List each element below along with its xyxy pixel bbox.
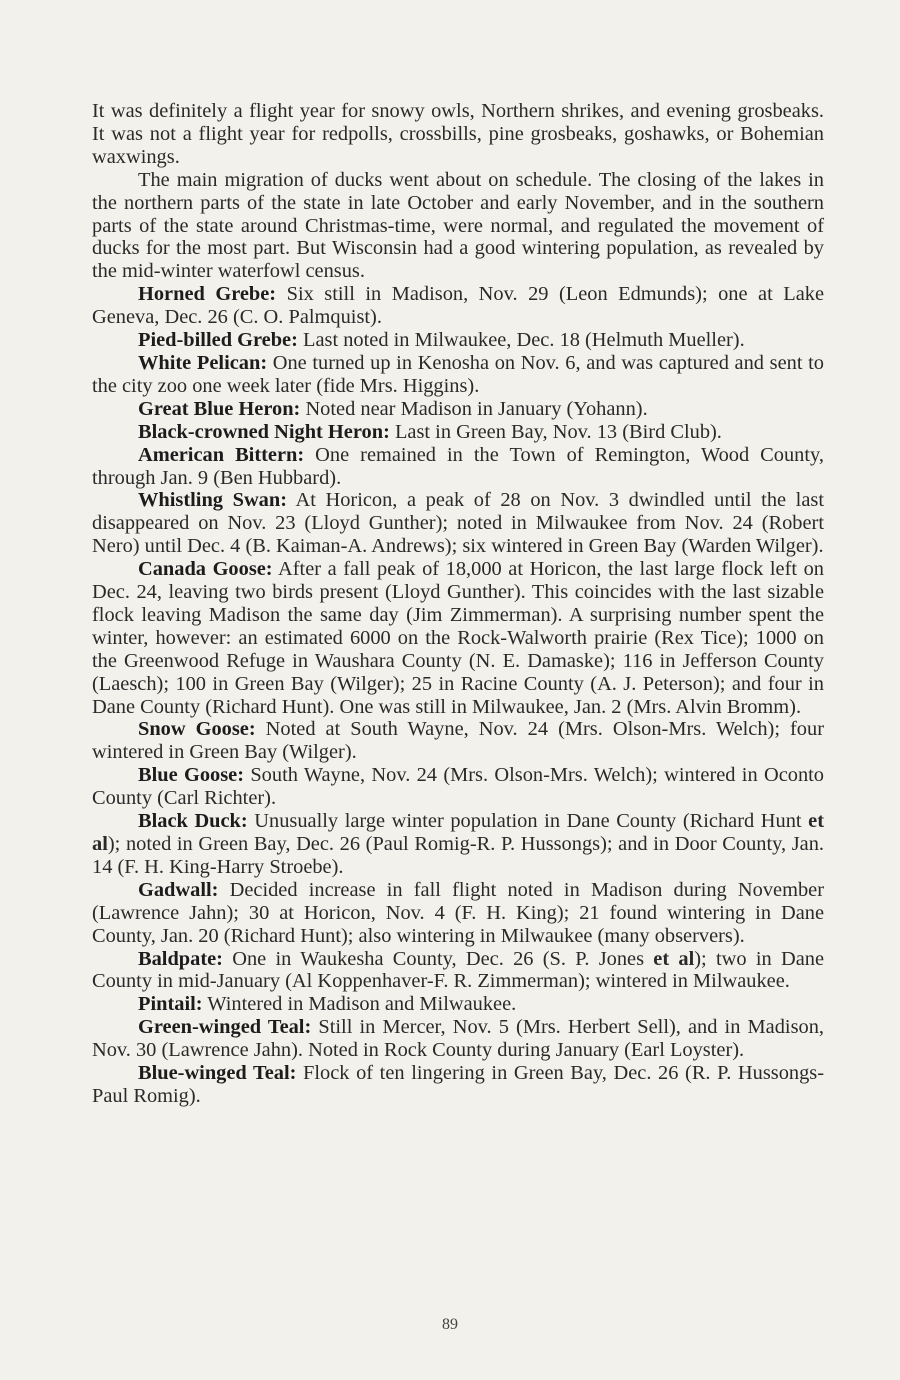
entry-whistling-swan (92, 489, 824, 558)
entry-canada-goose (92, 558, 824, 718)
et-al-emphasis: et al (92, 810, 824, 855)
page-number: 89 (442, 1316, 458, 1333)
entry-text: South Wayne, Nov. 24 (Mrs. Olson-Mrs. Welch); wintered in Oconto County (Carl Richter). (92, 764, 825, 810)
entry-text: One turned up in Kenosha on Nov. 6, and was captured and sent to the city zoo one week later (fide Mrs. Higgins). (92, 351, 825, 397)
entry-text: At Horicon, a peak of 28 on Nov. 3 dwindled until the last disappeared on Nov. 23 (Lloyd Gunther); noted in Milwaukee from Nov. 24 (Robert Nero) until Dec. 4 (B. Kaiman-A. Andrews); six wintered in Green Bay (Warden Wilger). (92, 489, 825, 558)
species-name: Whistling Swan: (138, 489, 287, 512)
species-name: Black Duck: (138, 810, 248, 833)
entry-text: Noted at South Wayne, Nov. 24 (Mrs. Olson-Mrs. Welch); four wintered in Green Bay (Wilger). (92, 718, 824, 764)
et-al-emphasis: et al (653, 947, 695, 970)
species-name: Pied-billed Grebe: (138, 329, 298, 352)
entry-gadwall (92, 879, 824, 948)
species-name: Blue Goose: (138, 764, 245, 787)
entry-baldpate (92, 948, 824, 994)
entry-text: Unusually large winter population in Dane County (Richard Hunt (247, 810, 809, 833)
entry-text-continued: ); noted in Green Bay, Dec. 26 (Paul Romig-R. P. Hussongs); and in Door County, Jan. 14 (F. H. King-Harry Stroebe). (92, 833, 824, 878)
species-name: Horned Grebe: (138, 283, 277, 306)
species-name: Canada Goose: (138, 558, 273, 581)
entry-text: One remained in the Town of Remington, Wood County, through Jan. 9 (Ben Hubbard). (92, 443, 824, 489)
entry-text-continued: ); two in Dane County in mid-January (Al Koppenhaver-F. R. Zimmerman); wintered in Milwaukee. (92, 947, 825, 993)
species-name: Green-winged Teal: (138, 1016, 312, 1039)
entry-text: Flock of ten lingering in Green Bay, Dec. 26 (R. P. Hussongs-Paul Romig). (92, 1062, 825, 1107)
page-body (92, 100, 824, 1108)
entry-text: After a fall peak of 18,000 at Horicon, the last large flock left on Dec. 24, leaving two birds present (Lloyd Gunther). This coincides with the last sizable flock leaving Madison the same day (Jim Zimmerman). A surprising number spent the winter, however: an estimated 6000 on the Rock-Walworth prairie (Rex Tice); 1000 on the Greenwood Refuge in Waushara County (N. E. Damaske); 116 in Jefferson County (Laesch); 100 in Green Bay (Wilger); 25 in Racine County (A. J. Peterson); and four in Dane County (Richard Hunt). One was still in Milwaukee, Jan. 2 (Mrs. Alvin Bromm). (92, 558, 824, 718)
entry-text: Noted near Madison in January (Yohann). (300, 397, 648, 420)
entry-text: Last noted in Milwaukee, Dec. 18 (Helmuth Mueller). (297, 329, 745, 352)
entry-green-winged-teal (92, 1016, 824, 1062)
species-name: White Pelican: (138, 351, 268, 374)
species-name: American Bittern: (138, 443, 305, 466)
entry-snow-goose (92, 718, 824, 764)
entry-great-blue-heron (92, 398, 824, 421)
species-name: Baldpate: (138, 947, 223, 970)
entry-blue-goose (92, 764, 824, 810)
species-name: Great Blue Heron: (138, 397, 301, 420)
species-name: Black-crowned Night Heron: (138, 420, 390, 443)
entry-blue-winged-teal (92, 1062, 824, 1108)
entry-text: Decided increase in fall flight noted in Madison during November (Lawrence Jahn); 30 at Horicon, Nov. 4 (F. H. King); 21 found wintering in Dane County, Jan. 20 (Richard Hunt); also wintering in Milwaukee (many observers). (92, 878, 824, 947)
entry-text: Still in Mercer, Nov. 5 (Mrs. Herbert Sell), and in Madison, Nov. 30 (Lawrence Jahn). Noted in Rock County during January (Earl Loyster). (92, 1016, 824, 1062)
entry-horned-grebe (92, 283, 824, 329)
intro-paragraph-1: It was definitely a flight year for snowy owls, Northern shrikes, and evening grosbeaks. It was not a flight year for redpolls, crossbills, pine grosbeaks, goshawks, or Bohemian waxwings. (92, 100, 824, 168)
entry-text: Last in Green Bay, Nov. 13 (Bird Club). (389, 420, 722, 443)
entry-pied-billed-grebe (92, 329, 824, 352)
entry-white-pelican (92, 352, 824, 398)
entry-black-duck (92, 810, 824, 879)
species-name: Gadwall: (138, 878, 219, 901)
species-name: Snow Goose: (138, 718, 256, 741)
entry-text: Wintered in Madison and Milwaukee. (202, 993, 517, 1016)
entry-text: Six still in Madison, Nov. 29 (Leon Edmunds); one at Lake Geneva, Dec. 26 (C. O. Palmquist). (92, 283, 824, 329)
entry-american-bittern (92, 444, 824, 490)
entry-text: One in Waukesha County, Dec. 26 (S. P. Jones (222, 947, 654, 970)
intro-paragraph-2: The main migration of ducks went about on schedule. The closing of the lakes in the northern parts of the state in late October and early November, and in the southern parts of the state around Christmas-time, were normal, and regulated the movement of ducks for the most part. But Wisconsin had a good wintering population, as revealed by the mid-winter waterfowl census. (92, 168, 824, 283)
entry-pintail (92, 993, 824, 1016)
entry-black-crowned-night-heron (92, 421, 824, 444)
species-name: Blue-winged Teal: (138, 1062, 297, 1085)
species-name: Pintail: (138, 993, 203, 1016)
